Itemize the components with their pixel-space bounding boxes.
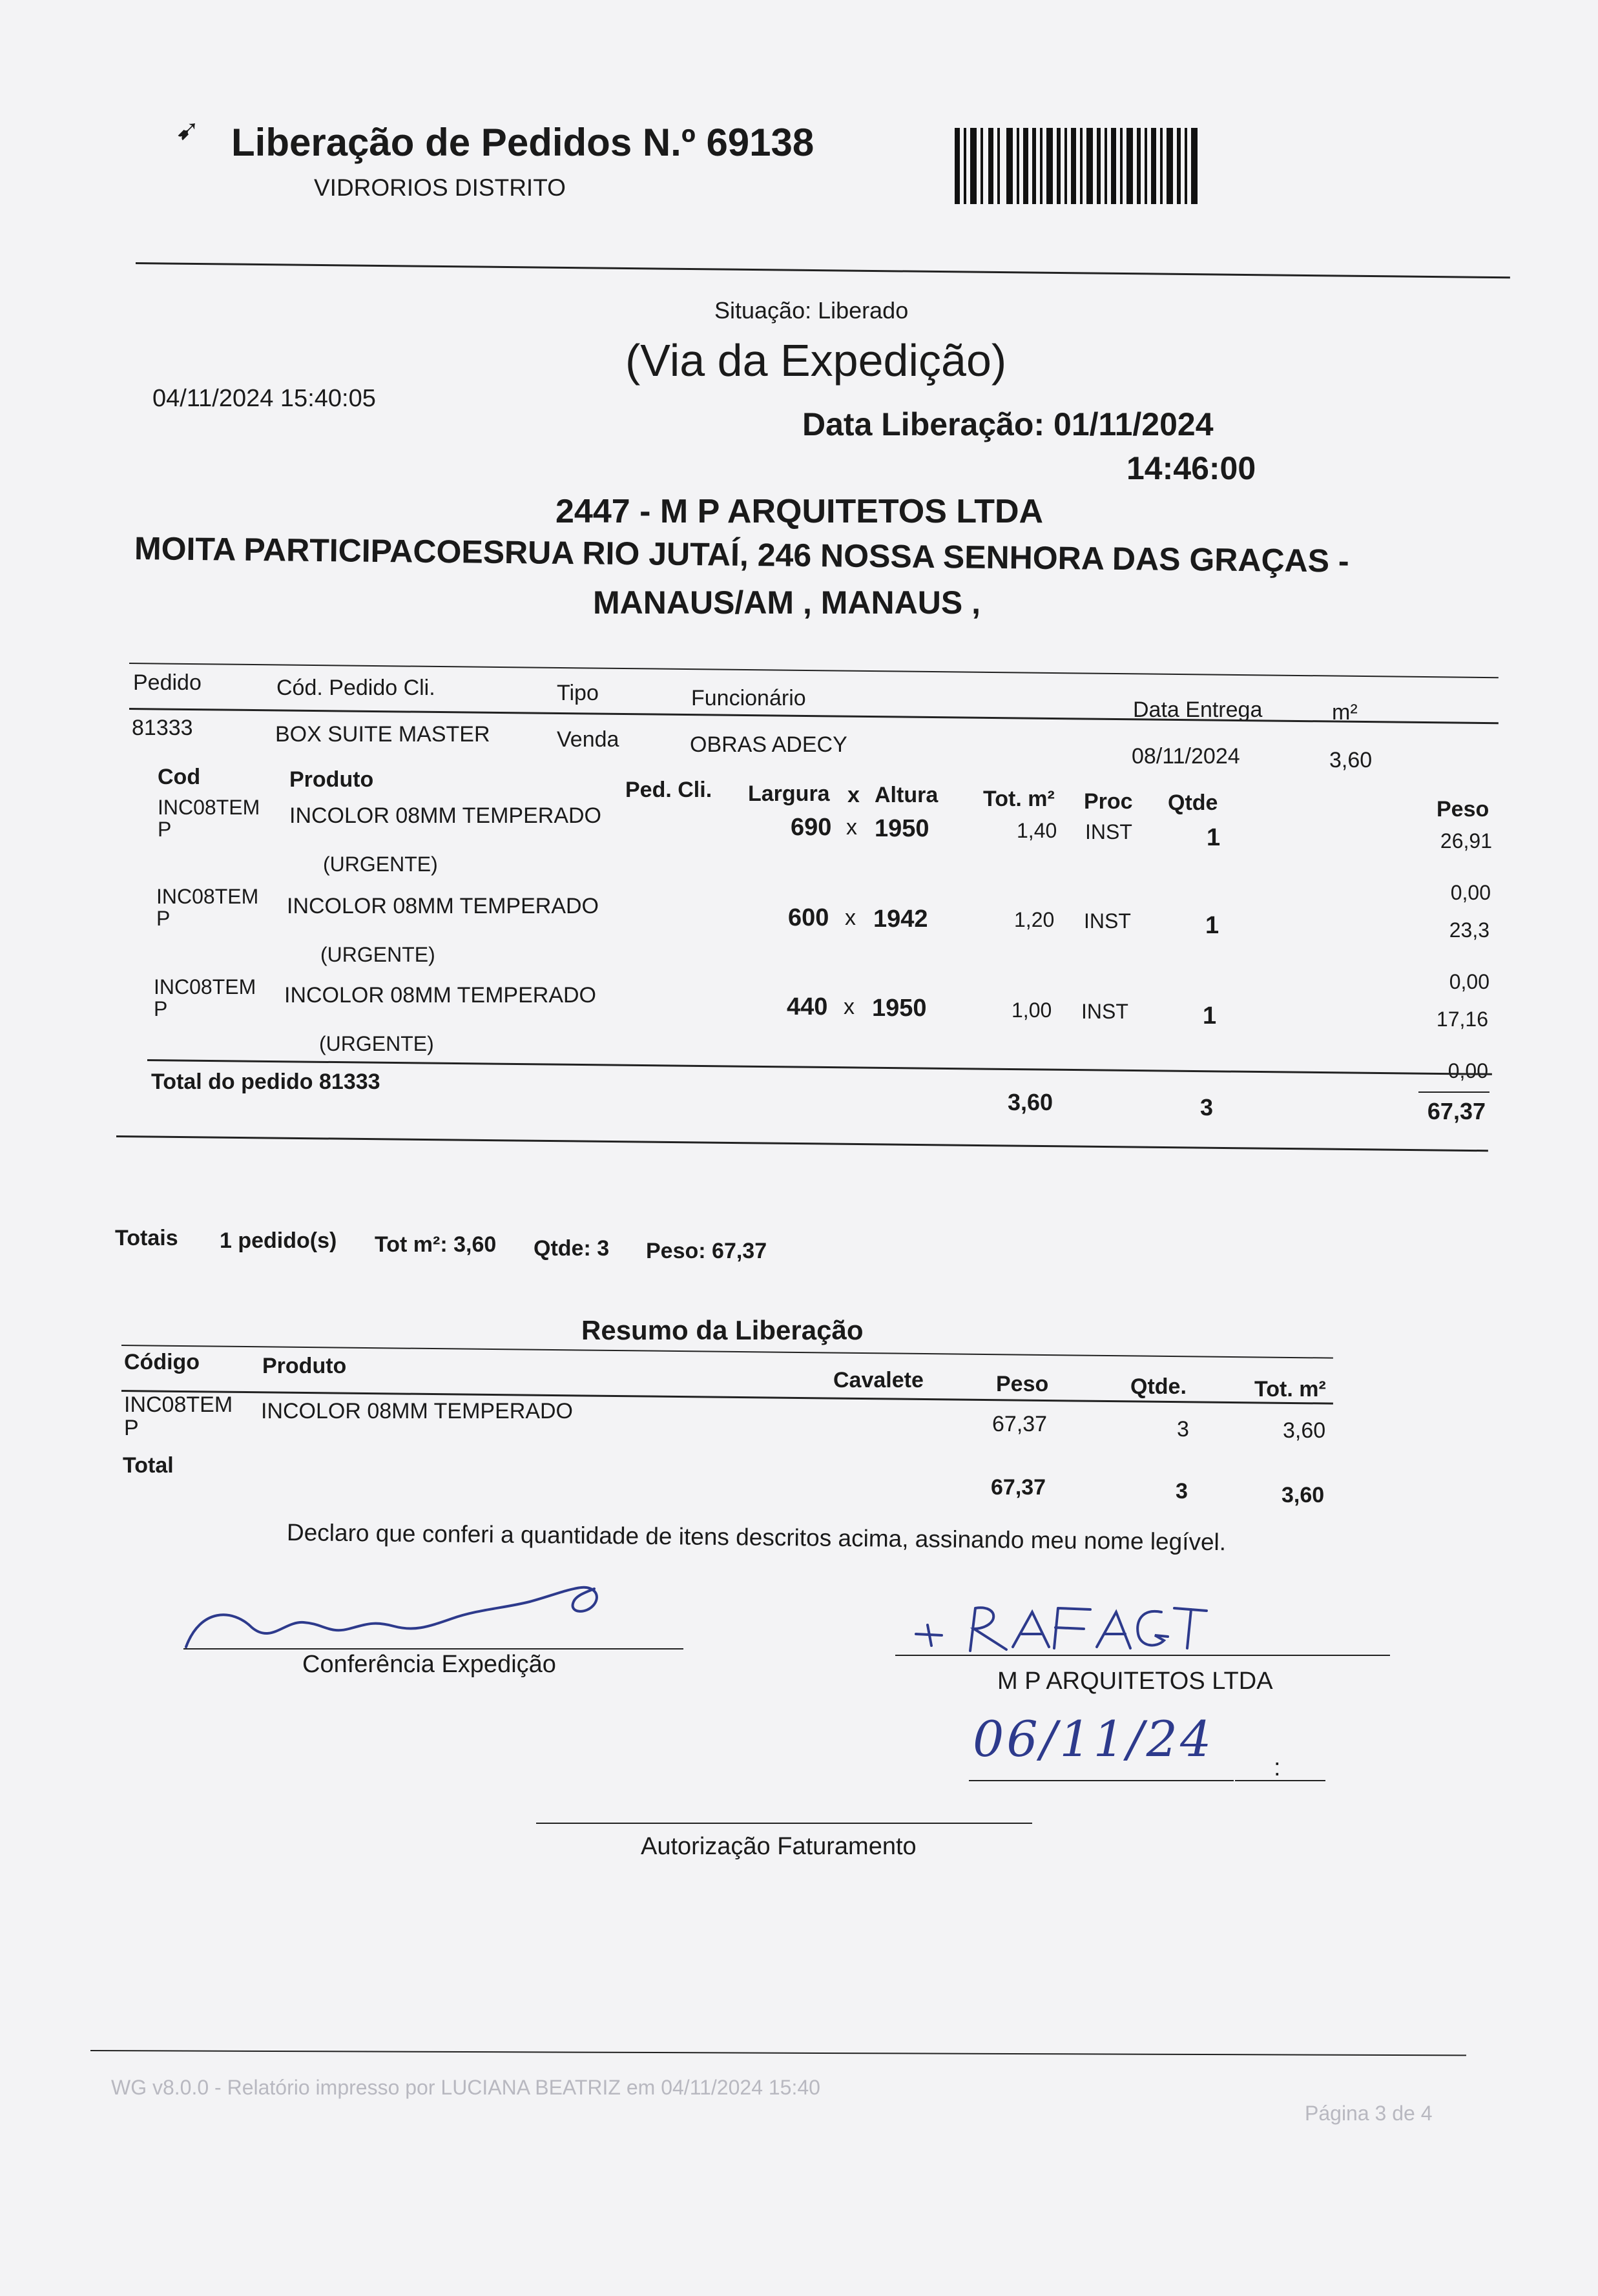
item-x: x [844, 995, 855, 1019]
order-data-entrega: 08/11/2024 [1132, 744, 1240, 769]
client-name: 2447 - M P ARQUITETOS LTDA [555, 493, 1044, 530]
item-largura: 440 [787, 993, 828, 1020]
item-proc: INST [1081, 1000, 1128, 1023]
item-peso: 17,16 [1436, 1008, 1488, 1031]
item-note: (URGENTE) [319, 1032, 434, 1055]
item-tot-m2: 1,00 [1012, 998, 1052, 1022]
col-data-entrega: Data Entrega [1133, 698, 1263, 722]
item-produto: INCOLOR 08MM TEMPERADO [284, 983, 597, 1008]
header-divider [136, 262, 1510, 278]
item-x: x [846, 815, 857, 840]
signature-right-label: M P ARQUITETOS LTDA [997, 1668, 1273, 1695]
authorization-line [536, 1823, 1032, 1824]
items-col-x: x [847, 783, 860, 807]
items-col-tot-m2: Tot. m² [983, 787, 1055, 811]
barcode [955, 128, 1200, 204]
footer-page-number: Página 3 de 4 [1305, 2102, 1433, 2125]
item-peso-extra: 0,00 [1450, 881, 1491, 904]
col-funcionario: Funcionário [691, 686, 806, 710]
item-produto: INCOLOR 08MM TEMPERADO [289, 803, 602, 828]
col-pedido: Pedido [133, 670, 202, 695]
item-cod: INC08TEM [158, 796, 260, 819]
client-address-line2: MANAUS/AM , MANAUS , [593, 584, 981, 621]
release-time: 14:46:00 [1126, 450, 1256, 486]
items-col-produto: Produto [289, 767, 374, 792]
company-name: VIDRORIOS DISTRITO [314, 174, 566, 201]
summary-row-produto: INCOLOR 08MM TEMPERADO [261, 1399, 574, 1423]
via-title: (Via da Expedição) [625, 335, 1007, 386]
order-cod-cli: BOX SUITE MASTER [275, 722, 490, 747]
item-proc: INST [1085, 820, 1132, 843]
col-m2: m² [1332, 700, 1358, 725]
date-line [969, 1780, 1234, 1781]
item-tot-m2: 1,20 [1014, 908, 1055, 931]
order-total-peso-line [1418, 1091, 1489, 1093]
items-col-ped-cli: Ped. Cli. [625, 778, 712, 802]
col-cod-cli: Cód. Pedido Cli. [276, 676, 435, 700]
item-cod-cont: P [158, 818, 172, 841]
summary-row-peso: 67,37 [992, 1412, 1048, 1436]
item-proc: INST [1084, 909, 1131, 933]
footer-report-info: WG v8.0.0 - Relatório impresso por LUCIANA BEATRIZ em 04/11/2024 15:40 [111, 2076, 820, 2099]
summary-row-cod: INC08TEM [124, 1392, 233, 1417]
time-separator: : [1274, 1754, 1281, 1781]
summary-col-tot-m2: Tot. m² [1254, 1377, 1326, 1401]
signature-client [903, 1589, 1213, 1660]
client-address-line1: MOITA PARTICIPACOESRUA RIO JUTAÍ, 246 NOSSA SENHORA DAS GRAÇAS - [134, 530, 1349, 579]
item-largura: 690 [791, 814, 832, 841]
item-tot-m2: 1,40 [1017, 819, 1057, 842]
item-qtde: 1 [1207, 824, 1221, 851]
print-datetime: 04/11/2024 15:40:05 [152, 385, 376, 412]
totals-peso: Peso: 67,37 [646, 1239, 767, 1263]
summary-col-produto: Produto [262, 1354, 347, 1378]
items-col-peso: Peso [1437, 797, 1489, 822]
release-date: Data Liberação: 01/11/2024 [802, 406, 1214, 442]
order-section-bottom-line [116, 1135, 1488, 1152]
summary-total-qtde: 3 [1176, 1479, 1188, 1504]
order-funcionario: OBRAS ADECY [690, 732, 847, 757]
totals-label: Totais [115, 1226, 178, 1250]
item-cod-cont: P [156, 907, 171, 930]
item-note: (URGENTE) [320, 943, 435, 966]
item-qtde: 1 [1203, 1002, 1217, 1029]
item-peso-extra: 0,00 [1448, 1059, 1488, 1082]
item-qtde: 1 [1205, 912, 1219, 939]
order-total-label: Total do pedido 81333 [151, 1070, 380, 1094]
item-peso: 23,3 [1449, 918, 1489, 942]
summary-total-m2: 3,60 [1282, 1483, 1325, 1507]
item-altura: 1950 [875, 815, 929, 842]
authorization-label: Autorização Faturamento [641, 1833, 917, 1860]
order-total-m2: 3,60 [1008, 1089, 1053, 1115]
signature-line-right [895, 1655, 1390, 1656]
summary-col-cavalete: Cavalete [833, 1368, 924, 1392]
summary-total-peso: 67,37 [991, 1475, 1046, 1500]
item-cod: INC08TEM [156, 885, 259, 908]
item-peso-extra: 0,00 [1449, 970, 1489, 993]
item-cod: INC08TEM [154, 975, 256, 998]
footer-line [90, 2050, 1466, 2056]
order-m2: 3,60 [1329, 748, 1373, 772]
summary-row-tot-m2: 3,60 [1283, 1418, 1326, 1443]
col-tipo: Tipo [557, 681, 599, 705]
item-peso: 26,91 [1440, 829, 1492, 853]
declaration-text: Declaro que conferi a quantidade de itens descritos acima, assinando meu nome legível. [286, 1519, 1227, 1556]
summary-title: Resumo da Liberação [581, 1315, 864, 1345]
item-largura: 600 [788, 904, 829, 931]
bullet-icon: ➹ [176, 114, 200, 146]
summary-row-qtde: 3 [1177, 1417, 1189, 1442]
order-total-peso: 67,37 [1427, 1098, 1486, 1124]
items-col-cod: Cod [158, 765, 201, 789]
totals-pedidos: 1 pedido(s) [220, 1228, 337, 1253]
totals-qtde: Qtde: 3 [534, 1236, 610, 1261]
items-col-largura: Largura [748, 781, 830, 806]
items-col-proc: Proc [1084, 789, 1133, 814]
summary-col-qtde: Qtde. [1130, 1374, 1187, 1399]
order-total-qtde: 3 [1200, 1094, 1214, 1121]
signature-conferencia [181, 1582, 620, 1653]
signature-left-label: Conferência Expedição [302, 1651, 556, 1678]
items-col-qtde: Qtde [1168, 791, 1218, 815]
handwritten-date: 06/11/24 [973, 1710, 1214, 1768]
item-altura: 1942 [873, 905, 928, 933]
item-cod-cont: P [154, 997, 168, 1020]
summary-total-label: Total [123, 1453, 174, 1478]
order-pedido: 81333 [132, 716, 193, 740]
summary-row-cod-cont: P [124, 1416, 139, 1440]
document-title: Liberação de Pedidos N.º 69138 [231, 121, 815, 164]
order-tipo: Venda [557, 727, 619, 752]
item-altura: 1950 [872, 995, 927, 1022]
item-note: (URGENTE) [323, 853, 438, 876]
status-text: Situação: Liberado [714, 297, 909, 324]
totals-m2: Tot m²: 3,60 [375, 1232, 497, 1257]
signature-line-left [183, 1648, 683, 1650]
items-col-altura: Altura [875, 783, 939, 807]
item-produto: INCOLOR 08MM TEMPERADO [287, 894, 599, 918]
summary-col-codigo: Código [124, 1350, 200, 1374]
summary-col-peso: Peso [996, 1372, 1049, 1396]
item-x: x [845, 905, 856, 930]
